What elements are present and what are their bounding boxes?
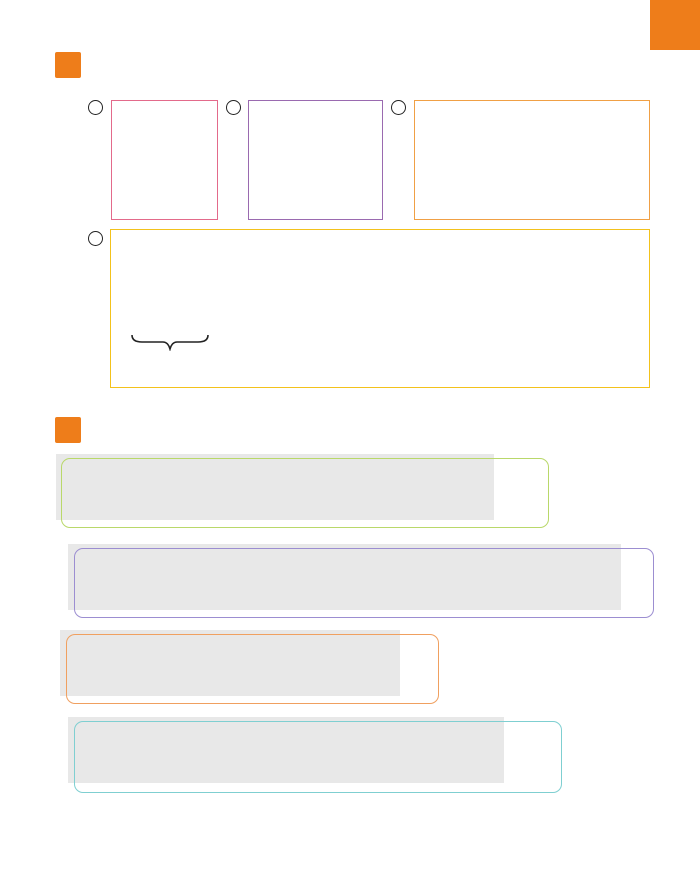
question-1-line [90,486,96,510]
bananas-box [110,229,650,388]
question-2-box [74,548,654,618]
unit-tab [650,0,700,50]
question-4-line [90,749,96,773]
exercise-12-heading [55,417,88,443]
question-1-box [61,458,549,528]
exercise-11-heading [55,52,88,78]
question-3-box [66,634,439,704]
label-1 [88,100,103,115]
brace-icon [130,333,210,351]
label-2 [226,100,241,115]
question-4-box [74,721,562,793]
label-3 [391,100,406,115]
label-4 [88,231,103,246]
question-2-line [90,577,96,601]
exercise-12-number [55,417,81,443]
question-3-line [90,663,96,687]
exercise-11-number [55,52,81,78]
pears-box [414,100,650,220]
strawberries-box [248,100,383,220]
apples-box [111,100,218,220]
